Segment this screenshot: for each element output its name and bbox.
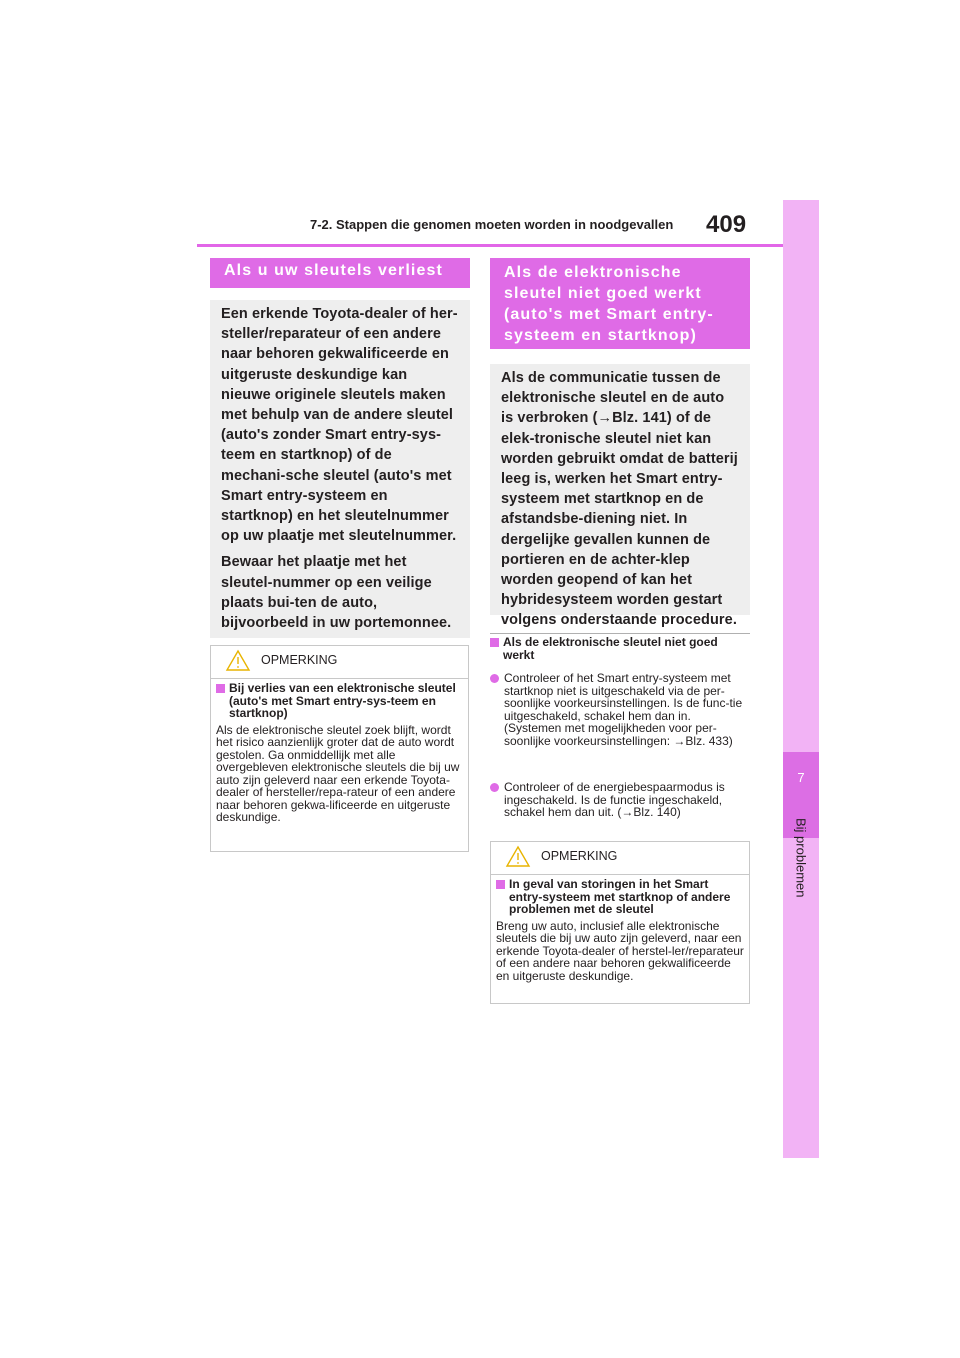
note-subheading [496, 878, 744, 916]
chapter-number: 7 [797, 770, 805, 785]
list-item [490, 672, 750, 747]
chapter-title [783, 818, 819, 928]
note-box-lost-key [210, 645, 469, 852]
warning-triangle-icon [225, 648, 251, 672]
section-heading-text: Als de elektronische sleutel niet goed werkt (auto's met Smart entry-systeem en startknop) [504, 264, 714, 344]
section-heading-key-not-working [490, 258, 750, 349]
square-bullet-icon [490, 638, 499, 647]
lost-keys-info-box [210, 300, 470, 638]
note-header [211, 646, 468, 679]
note-text: Breng uw auto, inclusief alle elektronische sleutels die bij uw auto zijn geleverd, naar een erkende Toyota-dealer of herstel-ler/reparateur of een andere naar behoren gekwalificeerde en uitgeruste deskundige. [496, 918, 744, 983]
note-text: Als de elektronische sleutel zoek blijft, wordt het risico aanzienlijk groter dat de auto wordt gestolen. Ga onmiddellijk met alle overgebleven elektronische sleutels die bij uw auto zijn geleverd naar een erkende Toyota-dealer of hersteller/repa-rateur of een andere naar behoren gekwa-lificeerde en uitgeruste deskundige. [216, 722, 460, 824]
list-item [490, 781, 750, 819]
circle-bullet-icon [490, 783, 499, 792]
note-label: OPMERKING [541, 849, 618, 863]
subsection-heading [490, 636, 750, 661]
lost-keys-paragraph-2: Bewaar het plaatje met het sleutel-nummer op een veilige plaats bui-ten de auto, bijvoorbeeld in uw portemonnee. [221, 554, 452, 632]
list-item-text: Controleer of de energiebespaarmodus is ingeschakeld. Is de functie ingeschakeld, schakel hem dan uit. (→Blz. 140) [504, 780, 725, 819]
list-item-text: Controleer of het Smart entry-systeem met startknop niet is uitgeschakeld via de per-soonlijke voorkeursinstellingen. Is de func-tie uitgeschakeld, schakel hem dan in. (Systemen met mogelijkheden voor per-soonlijke voorkeursinstellingen: →Blz. 433) [504, 671, 743, 748]
key-not-working-info-box [490, 364, 750, 629]
warning-triangle-icon [505, 844, 531, 868]
chapter-side-tab [783, 200, 819, 1158]
circle-bullet-icon [490, 674, 499, 683]
chapter-title-text: Bij problemen [793, 818, 809, 898]
note-subheading [216, 682, 463, 720]
lost-keys-paragraph-1: Een erkende Toyota-dealer of her-steller/reparateur of een andere naar behoren gekwalificeerde en uitgeruste deskundige kan nieuwe originele sleutels maken met behulp van de andere sleutel (auto's zonder Smart entry-sys-teem en startknop) of de mechani-sche sleutel (auto's met Smart entry-systeem en startknop) en het sleutelnummer op uw plaatje met sleutelnummer. [221, 306, 458, 545]
key-not-working-intro: Als de communicatie tussen de elektronische sleutel en de auto is verbroken (→Blz. 141) of de elek-tronische sleutel niet kan worden gebruikt omdat de batterij leeg is, werken het Smart entry-systeem met startknop en de afstandsbe-diening niet. In dergelijke gevallen kunnen de portieren en de achter-klep worden geopend of kan het hybridesysteem worden gestart volgens onderstaande procedure. [501, 370, 738, 629]
section-heading-text: Als u uw sleutels verliest [224, 262, 443, 279]
subsection-heading-text: Als de elektronische sleutel niet goed werkt [503, 635, 718, 662]
note-body [216, 682, 463, 824]
subsection-rule [490, 633, 750, 634]
note-label: OPMERKING [261, 653, 338, 667]
note-body [496, 878, 744, 982]
square-bullet-icon [496, 880, 505, 889]
section-heading-lost-keys [210, 258, 470, 288]
note-header [491, 842, 749, 875]
note-subheading-text: In geval van storingen in het Smart entry-systeem met startknop of andere problemen met de sleutel [509, 877, 731, 916]
header-rule [197, 244, 783, 247]
page-number: 409 [706, 211, 747, 238]
header-title: 7-2. Stappen die genomen moeten worden in noodgevallen [310, 217, 674, 232]
note-box-key-malfunction [490, 841, 750, 1004]
note-subheading-text: Bij verlies van een elektronische sleutel (auto's met Smart entry-sys-teem en startknop) [229, 681, 456, 720]
square-bullet-icon [216, 684, 225, 693]
